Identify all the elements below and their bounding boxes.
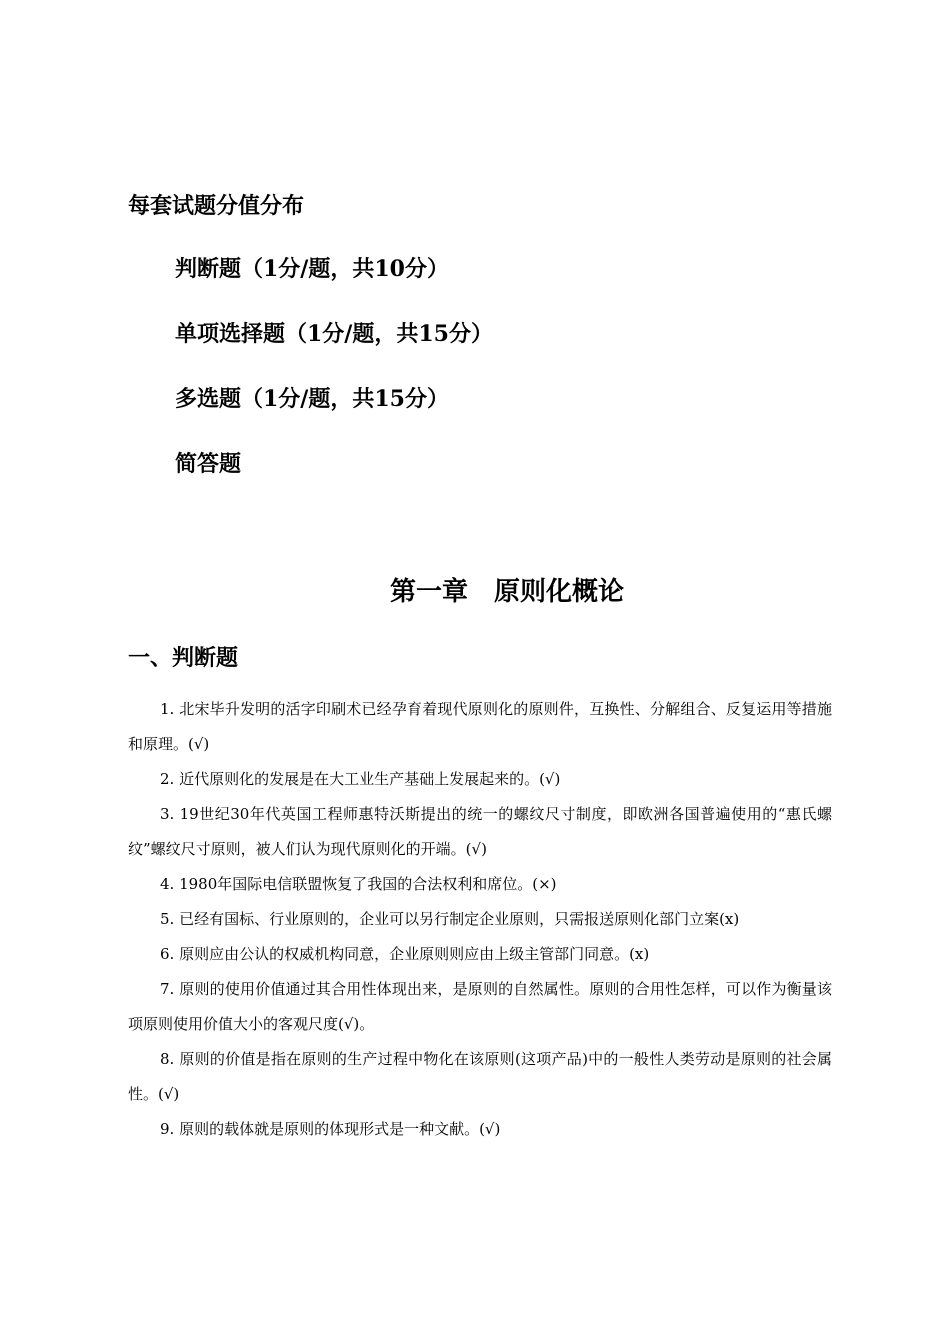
question-item: 9. 原则的载体就是原则的体现形式是一种文献。(√) bbox=[160, 1120, 501, 1138]
question-item: 2. 近代原则化的发展是在大工业生产基础上发展起来的。(√) bbox=[160, 770, 561, 788]
section-title: 一、判断题 bbox=[128, 645, 239, 671]
score-item-single-choice: 单项选择题（1分/题，共15分） bbox=[175, 321, 493, 347]
question-item: 1. 北宋毕升发明的活字印刷术已经孕育着现代原则化的原则件，互换性、分解组合、反复运用等措施和原理。(√) bbox=[128, 700, 832, 753]
chapter-title: 第一章 原则化概论 bbox=[389, 577, 624, 607]
question-item: 5. 已经有国标、行业原则的，企业可以另行制定企业原则，只需报送原则化部门立案(x) bbox=[160, 910, 740, 928]
question-item: 7. 原则的使用价值通过其合用性体现出来，是原则的自然属性。原则的合用性怎样，可以作为衡量该项原则使用价值大小的客观尺度(√)。 bbox=[128, 980, 832, 1033]
score-item-true-false: 判断题（1分/题，共10分） bbox=[175, 256, 449, 282]
question-item: 6. 原则应由公认的权威机构同意，企业原则则应由上级主管部门同意。(x) bbox=[160, 945, 650, 963]
question-list bbox=[128, 692, 832, 1147]
question-item: 3. 19世纪30年代英国工程师惠特沃斯提出的统一的螺纹尺寸制度，即欧洲各国普遍使用的“惠氏螺纹”螺纹尺寸原则，被人们认为现代原则化的开端。(√) bbox=[128, 805, 832, 858]
score-distribution-list bbox=[175, 253, 493, 513]
score-distribution-title: 每套试题分值分布 bbox=[128, 193, 305, 219]
score-item-short-answer: 简答题 bbox=[175, 451, 242, 477]
question-item: 8. 原则的价值是指在原则的生产过程中物化在该原则(这项产品)中的一般性人类劳动是原则的社会属性。(√) bbox=[128, 1050, 832, 1103]
score-item-multiple-choice: 多选题（1分/题，共15分） bbox=[175, 386, 449, 412]
question-item: 4. 1980年国际电信联盟恢复了我国的合法权利和席位。(×) bbox=[160, 875, 557, 893]
